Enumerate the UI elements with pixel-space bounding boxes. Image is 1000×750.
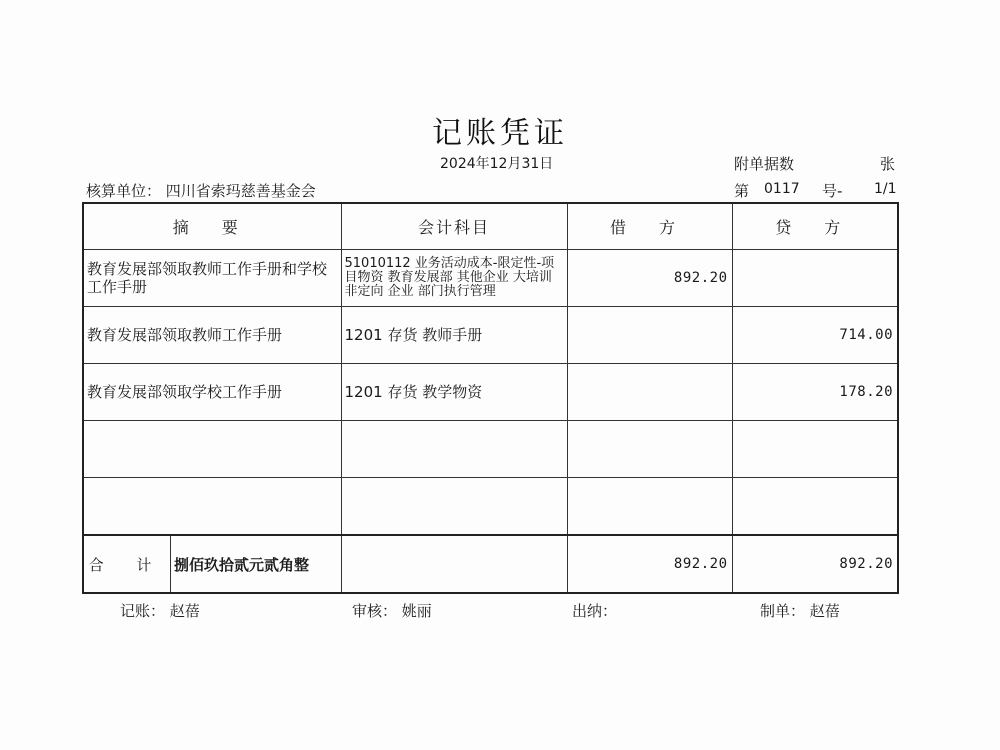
row-debit: 892.20 (567, 250, 732, 307)
voucher-page: 1/1 (874, 181, 897, 197)
attachments-unit: 张 (880, 155, 896, 173)
row-summary: 教育发展部领取教师工作手册和学校工作手册 (83, 250, 341, 307)
voucher-table (82, 202, 899, 594)
row-summary: 教育发展部领取学校工作手册 (83, 364, 341, 421)
total-words-cont (341, 535, 567, 593)
table-row (83, 478, 898, 536)
voucher-date: 2024年12月31日 (440, 156, 554, 172)
voucher-number: 0117 (764, 181, 800, 197)
row-debit (567, 478, 732, 536)
header-debit: 借 方 (567, 203, 732, 250)
row-account: 1201 存货 教师手册 (341, 307, 567, 364)
reviewer-signature: 审核： 姚丽 (352, 602, 432, 620)
bookkeeper-signature: 记账： 赵蓓 (120, 602, 200, 620)
row-summary: 教育发展部领取教师工作手册 (83, 307, 341, 364)
row-credit (732, 250, 898, 307)
total-credit: 892.20 (732, 535, 898, 593)
voucher-number-prefix: 第 (734, 182, 750, 200)
table-row (83, 307, 898, 364)
table-header-row (83, 203, 898, 250)
header-summary: 摘 要 (83, 203, 341, 250)
table-row (83, 250, 898, 307)
voucher-title: 记账凭证 (432, 116, 568, 151)
cashier-signature: 出纳： (572, 602, 618, 620)
row-credit (732, 421, 898, 478)
table-row (83, 421, 898, 478)
table-row (83, 364, 898, 421)
total-debit: 892.20 (567, 535, 732, 593)
total-label: 合 计 (84, 536, 171, 592)
row-account: 51010112 业务活动成本-限定性-项目物资 教育发展部 其他企业 大培训 非定向 企业 部门执行管理 (341, 250, 567, 307)
row-summary (83, 421, 341, 478)
row-credit: 714.00 (732, 307, 898, 364)
accounting-unit: 核算单位： 四川省索玛慈善基金会 (86, 182, 316, 200)
total-row (83, 535, 898, 593)
row-debit (567, 364, 732, 421)
row-credit (732, 478, 898, 536)
row-account: 1201 存货 教学物资 (341, 364, 567, 421)
voucher-number-suffix: 号- (822, 182, 843, 200)
row-debit (567, 421, 732, 478)
header-account: 会计科目 (341, 203, 567, 250)
total-amount-words: 捌佰玖拾贰元贰角整 (174, 555, 310, 574)
row-account (341, 478, 567, 536)
header-credit: 贷 方 (732, 203, 898, 250)
row-credit: 178.20 (732, 364, 898, 421)
row-debit (567, 307, 732, 364)
attachments-label: 附单据数 (734, 155, 795, 173)
row-account (341, 421, 567, 478)
row-summary (83, 478, 341, 536)
preparer-signature: 制单： 赵蓓 (760, 602, 840, 620)
